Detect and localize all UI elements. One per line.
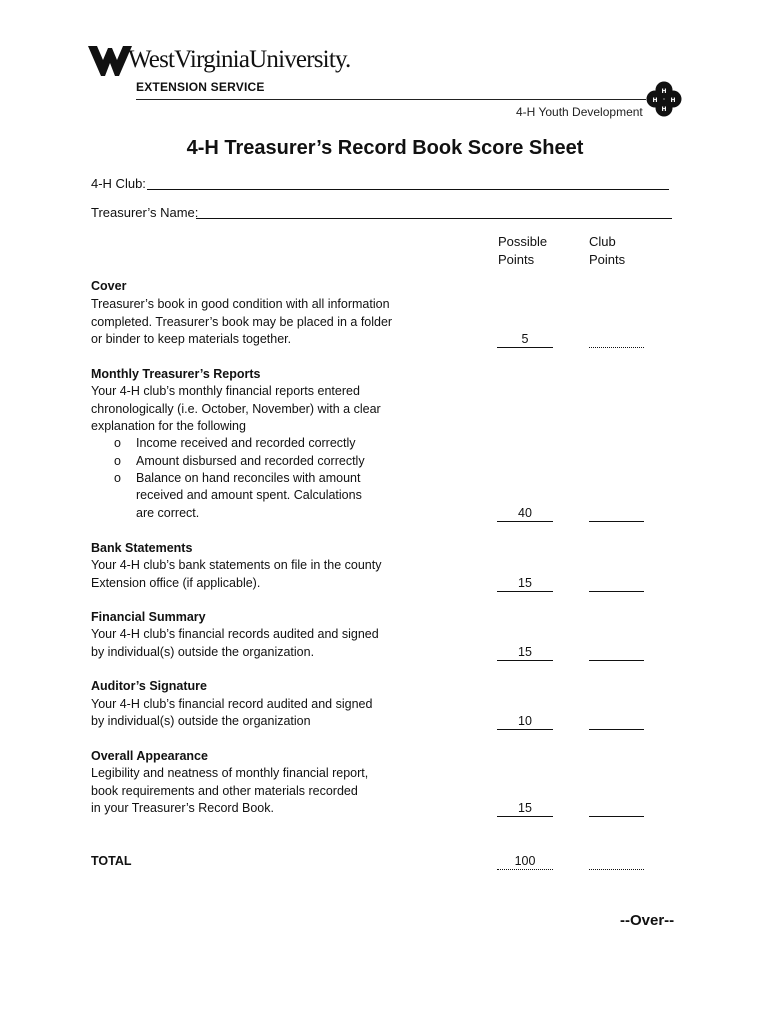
treasurer-name-line[interactable] bbox=[196, 218, 672, 219]
header-rule bbox=[136, 99, 646, 100]
club-points-bank-statements[interactable] bbox=[589, 591, 644, 592]
svg-text:H: H bbox=[670, 97, 676, 104]
club-points-total[interactable] bbox=[589, 869, 644, 870]
section-text: Treasurer’s book in good condition with all information bbox=[91, 297, 390, 311]
svg-text:H: H bbox=[652, 97, 658, 104]
club-points-financial-summary[interactable] bbox=[589, 660, 644, 661]
possible-points-header: Possible Points bbox=[498, 234, 548, 267]
possible-points-total: 100 bbox=[497, 854, 553, 870]
section-text: in your Treasurer’s Record Book. bbox=[91, 801, 274, 815]
possible-points-bank-statements: 15 bbox=[497, 576, 553, 592]
section-text: completed. Treasurer’s book may be placed in a folder bbox=[91, 315, 393, 329]
section-text: Legibility and neatness of monthly financial report, bbox=[91, 766, 369, 780]
club-field-line[interactable] bbox=[147, 189, 669, 190]
treasurer-name-label: Treasurer’s Name: bbox=[91, 205, 199, 220]
section-text: Your 4-H club’s monthly financial reports entered bbox=[91, 384, 360, 398]
possible-points-overall-appearance: 15 bbox=[497, 801, 553, 817]
extension-service-label: EXTENSION SERVICE bbox=[136, 80, 265, 94]
club-points-header: Club Points bbox=[589, 234, 626, 267]
section-text: or binder to keep materials together. bbox=[91, 332, 292, 346]
possible-points-monthly-reports: 40 bbox=[497, 506, 553, 522]
section-text: book requirements and other materials recorded bbox=[91, 784, 358, 798]
section-title-monthly-reports: Monthly Treasurer’s Reports bbox=[91, 367, 261, 381]
section-text: explanation for the following bbox=[91, 419, 246, 433]
possible-points-financial-summary: 15 bbox=[497, 645, 553, 661]
four-h-clover-icon bbox=[645, 80, 683, 118]
bullet-text: Balance on hand reconciles with amount bbox=[136, 471, 361, 485]
section-text: Your 4-H club’s financial records audited and signed bbox=[91, 627, 379, 641]
total-label: TOTAL bbox=[91, 854, 132, 868]
section-text: Your 4-H club’s financial record audited and signed bbox=[91, 697, 373, 711]
section-text: by individual(s) outside the organization bbox=[91, 714, 311, 728]
possible-points-cover: 5 bbox=[497, 332, 553, 348]
over-label: --Over-- bbox=[620, 912, 675, 929]
section-text: Your 4-H club’s bank statements on file in the county bbox=[91, 558, 382, 572]
bullet-text: Amount disbursed and recorded correctly bbox=[136, 454, 365, 468]
bullet-text: received and amount spent. Calculations bbox=[136, 488, 362, 502]
section-text: Extension office (if applicable). bbox=[91, 576, 261, 590]
page-title: 4-H Treasurer’s Record Book Score Sheet bbox=[186, 137, 584, 159]
section-title-cover: Cover bbox=[91, 279, 127, 293]
club-points-cover[interactable] bbox=[589, 347, 644, 348]
bullet-text: are correct. bbox=[136, 506, 200, 520]
svg-text:H: H bbox=[661, 88, 667, 95]
club-points-monthly-reports[interactable] bbox=[589, 521, 644, 522]
bullet-icon: o bbox=[114, 454, 121, 468]
bullet-icon: o bbox=[114, 471, 121, 485]
section-title-auditor-signature: Auditor’s Signature bbox=[91, 679, 207, 693]
section-title-financial-summary: Financial Summary bbox=[91, 610, 206, 624]
section-text: chronologically (i.e. October, November) with a clear bbox=[91, 402, 381, 416]
club-points-overall-appearance[interactable] bbox=[589, 816, 644, 817]
club-field-label: 4-H Club: bbox=[91, 176, 146, 191]
possible-points-auditor-signature: 10 bbox=[497, 714, 553, 730]
club-points-auditor-signature[interactable] bbox=[589, 729, 644, 730]
svg-text:H: H bbox=[661, 106, 667, 113]
program-label: 4-H Youth Development bbox=[516, 105, 643, 119]
section-text: by individual(s) outside the organization. bbox=[91, 645, 315, 659]
bullet-icon: o bbox=[114, 436, 121, 450]
bullet-text: Income received and recorded correctly bbox=[136, 436, 356, 450]
section-title-overall-appearance: Overall Appearance bbox=[91, 749, 208, 763]
university-name: WestVirginiaUniversity. bbox=[128, 46, 351, 73]
section-title-bank-statements: Bank Statements bbox=[91, 541, 193, 555]
wvu-logo-icon bbox=[88, 44, 132, 78]
